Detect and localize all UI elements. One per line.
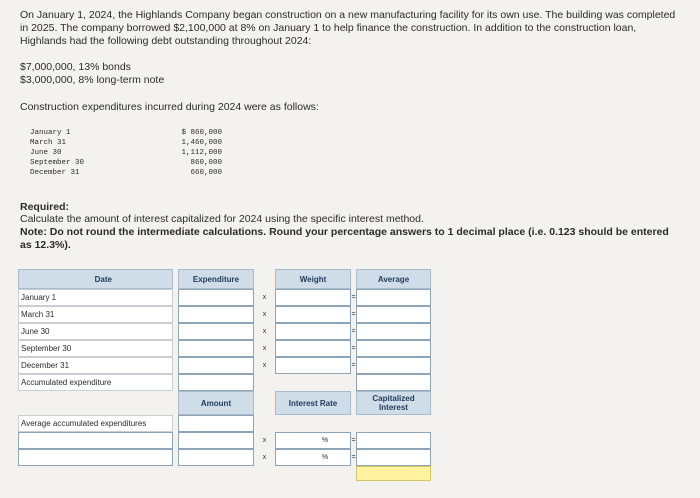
header-weight: Weight (275, 269, 351, 289)
weight-input[interactable] (275, 357, 351, 374)
required-text: Calculate the amount of interest capitalized for 2024 using the specific interest method. (20, 213, 424, 225)
expenditure-input[interactable] (178, 289, 254, 306)
expenditure-input[interactable] (178, 340, 254, 357)
expenditure-input[interactable] (178, 323, 254, 340)
times-symbol: x (262, 328, 267, 335)
problem-intro: On January 1, 2024, the Highlands Company began construction on a new manufacturing facility for its own use. The building was completed in 2025. The company borrowed $2,100,000 at 8% on January 1 to help finance the construction. In addition to the construction loan, Highlands had the following debt outstanding throughout 2024: (20, 9, 676, 47)
header-amount: Amount (178, 391, 254, 415)
times-symbol: x (262, 345, 267, 352)
interest-rate-input[interactable] (275, 432, 351, 449)
expenditure-input[interactable] (178, 357, 254, 374)
expenditure-date: September 30 (30, 159, 85, 167)
weight-input[interactable] (275, 289, 351, 306)
expenditure-amount: 660,000 (190, 169, 222, 177)
debt-bonds: $7,000,000, 13% bonds (20, 61, 131, 73)
accumulated-average-input[interactable] (356, 374, 431, 391)
equals-symbol: = (351, 328, 356, 335)
required-label: Required: (20, 201, 70, 213)
row-label: January 1 (18, 289, 173, 306)
row-label: March 31 (18, 306, 173, 323)
times-symbol: x (262, 311, 267, 318)
equals-symbol: = (351, 362, 356, 369)
expenditure-amount: $ 860,000 (181, 129, 222, 137)
accumulated-expenditure-label: Accumulated expenditure (18, 374, 173, 391)
total-capitalized-interest-input[interactable] (356, 466, 431, 481)
capitalized-interest-input[interactable] (356, 449, 431, 466)
amount-input[interactable] (178, 449, 254, 466)
expenditure-input[interactable] (178, 306, 254, 323)
times-symbol: x (262, 437, 267, 444)
expenditure-amount: 1,460,000 (181, 139, 222, 147)
average-input[interactable] (356, 340, 431, 357)
times-symbol: x (262, 454, 267, 461)
weight-input[interactable] (275, 323, 351, 340)
expenditure-date: January 1 (30, 129, 71, 137)
interest-rate-input[interactable] (275, 449, 351, 466)
times-symbol: x (262, 362, 267, 369)
times-symbol: x (262, 294, 267, 301)
equals-symbol: = (351, 294, 356, 301)
average-input[interactable] (356, 289, 431, 306)
row-label: December 31 (18, 357, 173, 374)
expenditure-date: December 31 (30, 169, 80, 177)
average-input[interactable] (356, 306, 431, 323)
percent-symbol: % (321, 454, 329, 461)
expenditure-date: June 30 (30, 149, 62, 157)
amount-input[interactable] (178, 432, 254, 449)
row-label: June 30 (18, 323, 173, 340)
equals-symbol: = (351, 437, 356, 444)
debt-note: $3,000,000, 8% long-term note (20, 74, 165, 86)
amount-input[interactable] (178, 415, 254, 432)
header-average: Average (356, 269, 431, 289)
average-accumulated-label: Average accumulated expenditures (18, 415, 173, 432)
header-capitalized-interest: Capitalized Interest (356, 391, 431, 415)
percent-symbol: % (321, 437, 329, 444)
accumulated-expenditure-input[interactable] (178, 374, 254, 391)
weight-input[interactable] (275, 340, 351, 357)
expenditure-amount: 860,000 (190, 159, 222, 167)
row-label: September 30 (18, 340, 173, 357)
equals-symbol: = (351, 454, 356, 461)
expenditure-amount: 1,112,000 (181, 149, 222, 157)
average-input[interactable] (356, 357, 431, 374)
average-input[interactable] (356, 323, 431, 340)
expenditures-intro: Construction expenditures incurred during 2024 were as follows: (20, 101, 319, 113)
header-interest-rate: Interest Rate (275, 391, 351, 415)
capitalized-interest-table (18, 269, 431, 481)
weight-input[interactable] (275, 306, 351, 323)
instruction-note: Note: Do not round the intermediate calculations. Round your percentage answers to 1 decimal place (i.e. 0.123 should be entered as 12.3%). (20, 226, 669, 251)
label-input[interactable] (18, 432, 173, 449)
expenditure-date: March 31 (30, 139, 67, 147)
equals-symbol: = (351, 311, 356, 318)
equals-symbol: = (351, 345, 356, 352)
label-input[interactable] (18, 449, 173, 466)
header-expenditure: Expenditure (178, 269, 254, 289)
header-date: Date (18, 269, 173, 289)
capitalized-interest-input[interactable] (356, 432, 431, 449)
